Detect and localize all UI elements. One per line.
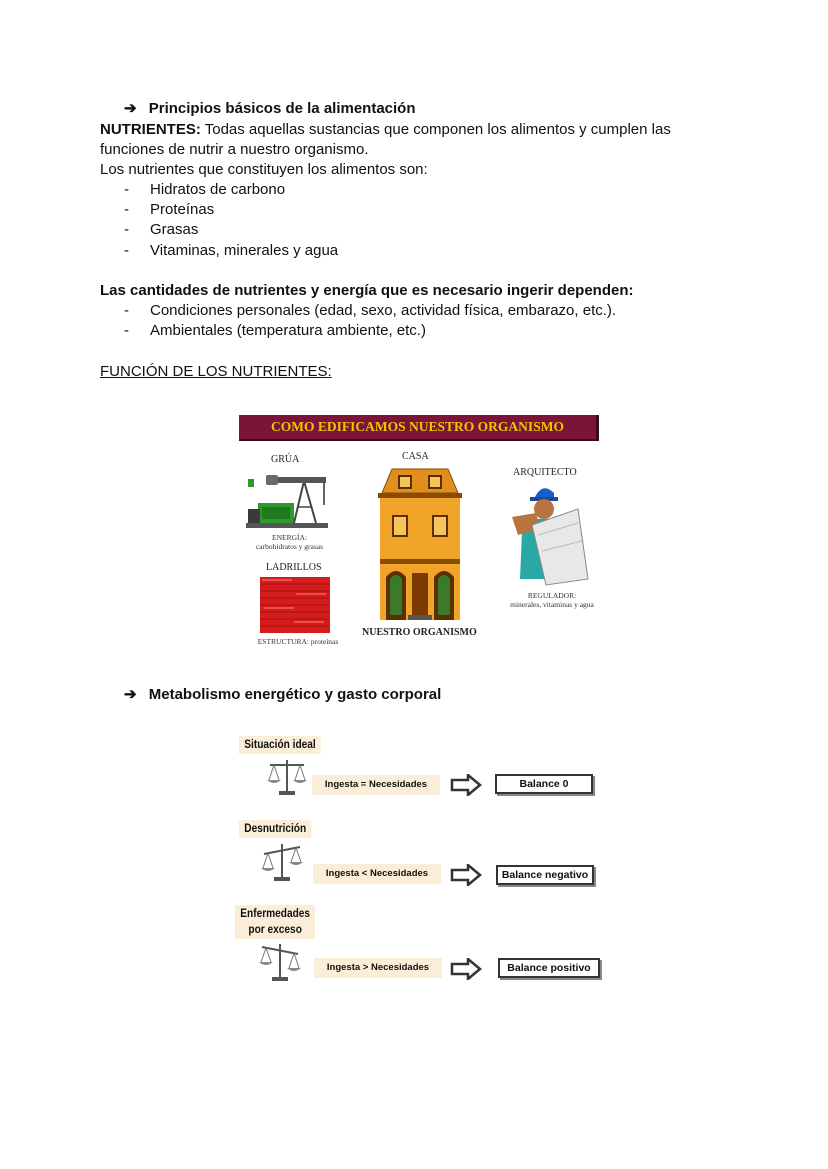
organism-building-figure [230, 405, 610, 655]
bricks-label: LADRILLOS [266, 562, 322, 573]
balance-result: Balance 0 [495, 774, 593, 794]
bricks-icon [260, 577, 330, 633]
list-dash: - [124, 201, 129, 218]
crane-label: GRÚA [271, 454, 300, 465]
situation-label-ideal: Situación ideal [239, 736, 321, 754]
list-item: Grasas [150, 221, 199, 238]
crane-caption-line1: ENERGÍA: [272, 533, 307, 542]
list-item: Vitaminas, minerales y agua [150, 242, 339, 259]
list-dash: - [124, 302, 129, 319]
definition-line-1 [100, 120, 671, 140]
list-item: Condiciones personales (edad, sexo, actividad física, embarazo, etc.). [150, 302, 617, 319]
scale-icon [266, 758, 308, 796]
list-item: Proteínas [150, 201, 215, 218]
architect-caption-line1: REGULADOR: [527, 591, 577, 600]
balance-result: Balance negativo [496, 865, 594, 885]
definition-term: NUTRIENTES: [100, 121, 201, 138]
section-heading-principios [124, 99, 416, 119]
balance-result: Balance positivo [498, 958, 600, 978]
figure-banner: COMO EDIFICAMOS NUESTRO ORGANISMO [239, 415, 599, 441]
list-dash: - [124, 181, 129, 198]
function-heading: FUNCIÓN DE LOS NUTRIENTES: [100, 363, 332, 380]
definition-line-2: funciones de nutrir a nuestro organismo. [100, 141, 369, 158]
crane-icon [244, 471, 330, 529]
arrow-bullet-icon: ➔ [124, 100, 137, 117]
house-icon [372, 465, 468, 623]
scale-icon [260, 842, 304, 882]
architect-icon [508, 483, 590, 587]
architect-caption [498, 591, 606, 609]
definition-text: Todas aquellas sustancias que componen los alimentos y cumplen las [200, 121, 671, 138]
heading-text: Metabolismo energético y gasto corporal [148, 686, 442, 703]
architect-caption-line2: minerales, vitaminas y agua [510, 600, 594, 609]
equation-label: Ingesta < Necesidades [313, 864, 441, 884]
house-label: CASA [402, 451, 429, 462]
list-dash: - [124, 221, 129, 238]
crane-caption [242, 533, 337, 551]
architect-label: ARQUITECTO [513, 467, 577, 478]
house-caption: NUESTRO ORGANISMO [362, 627, 477, 638]
list-dash: - [124, 322, 129, 339]
nutrients-intro: Los nutrientes que constituyen los alimentos son: [100, 161, 428, 178]
situation-label-desnutricion: Desnutrición [239, 820, 311, 838]
list-item: Hidratos de carbono [150, 181, 286, 198]
bricks-caption: ESTRUCTURA: proteínas [257, 637, 339, 646]
heading-text: Principios básicos de la alimentación [148, 100, 416, 117]
equation-label: Ingesta = Necesidades [312, 775, 440, 795]
arrow-right-icon [450, 864, 482, 886]
list-item: Ambientales (temperatura ambiente, etc.) [150, 322, 426, 339]
depends-heading: Las cantidades de nutrientes y energía que es necesario ingerir dependen: [100, 282, 634, 299]
scale-icon [258, 942, 302, 982]
situation-label-line1: Enfermedades [240, 908, 311, 920]
arrow-right-icon [450, 958, 482, 980]
section-heading-metabolismo [124, 685, 441, 705]
list-dash: - [124, 242, 129, 259]
equation-label: Ingesta > Necesidades [314, 958, 442, 978]
arrow-bullet-icon: ➔ [124, 686, 137, 703]
situation-label-exceso [235, 905, 315, 939]
situation-label-line2: por exceso [248, 924, 302, 936]
crane-caption-line2: carbohidratos y grasas [255, 542, 324, 551]
arrow-right-icon [450, 774, 482, 796]
